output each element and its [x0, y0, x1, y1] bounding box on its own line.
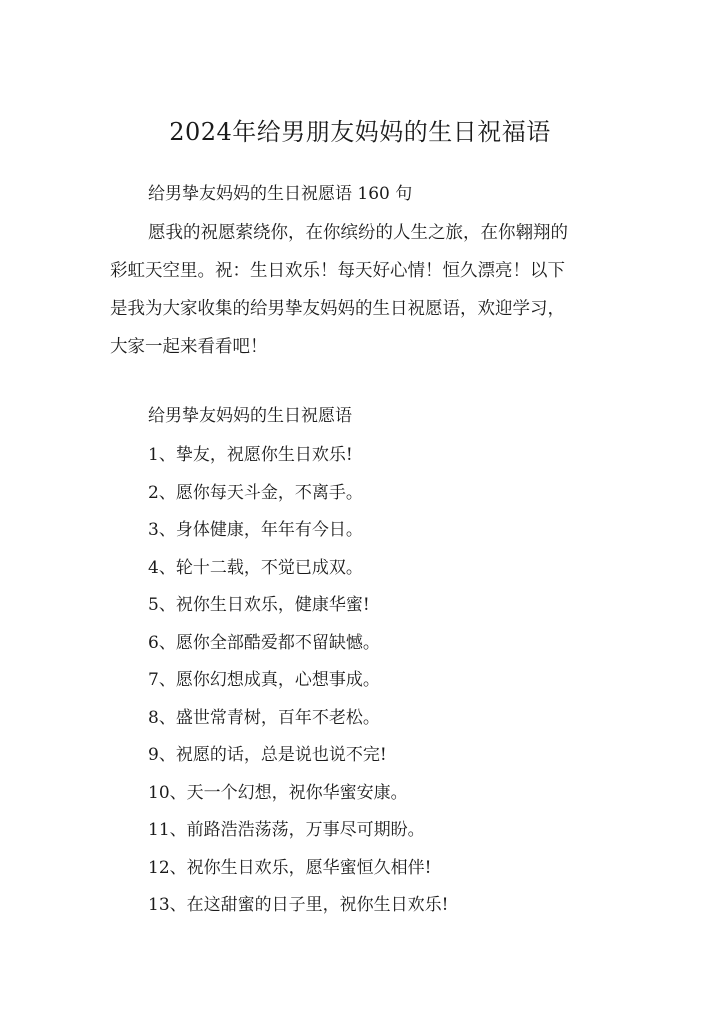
- section-heading: 给男挚友妈妈的生日祝愿语: [148, 406, 352, 426]
- document-title: 2024年给男朋友妈妈的生日祝福语: [169, 118, 551, 146]
- wish-item: 5、祝你生日欢乐，健康华蜜!: [148, 595, 370, 615]
- wish-item: 4、轮十二载，不觉已成双。: [148, 557, 363, 578]
- intro-paragraph: [110, 214, 615, 366]
- wish-list: [148, 440, 448, 928]
- wish-item: 10、天一个幻想，祝你华蜜安康。: [148, 782, 408, 803]
- wish-item: 12、祝你生日欢乐，愿华蜜恒久相伴!: [148, 857, 432, 878]
- wish-item: 11、前路浩浩荡荡，万事尽可期盼。: [148, 820, 425, 840]
- intro-line: 大家一起来看看吧！: [110, 337, 268, 357]
- wish-item: 8、盛世常青树，百年不老松。: [148, 707, 380, 728]
- document-subtitle: 给男挚友妈妈的生日祝愿语 160 句: [148, 184, 413, 204]
- wish-item: 6、愿你全部酷爱都不留缺憾。: [148, 632, 380, 653]
- wish-item: 13、在这甜蜜的日子里，祝你生日欢乐!: [148, 895, 449, 915]
- wish-item: 9、祝愿的话，总是说也说不完!: [148, 745, 387, 765]
- wish-item: 3、身体健康，年年有今日。: [148, 520, 363, 540]
- intro-line: 是我为大家收集的给男挚友妈妈的生日祝愿语，欢迎学习，: [110, 299, 565, 319]
- intro-line: 彩虹天空里。祝：生日欢乐！每天好心情！恒久漂亮！以下: [110, 261, 565, 281]
- wish-item: 7、愿你幻想成真，心想事成。: [148, 670, 380, 690]
- wish-item: 2、愿你每天斗金，不离手。: [148, 482, 363, 503]
- wish-item: 1、挚友，祝愿你生日欢乐!: [148, 445, 353, 465]
- intro-line: 愿我的祝愿萦绕你，在你缤纷的人生之旅，在你翱翔的: [148, 223, 568, 243]
